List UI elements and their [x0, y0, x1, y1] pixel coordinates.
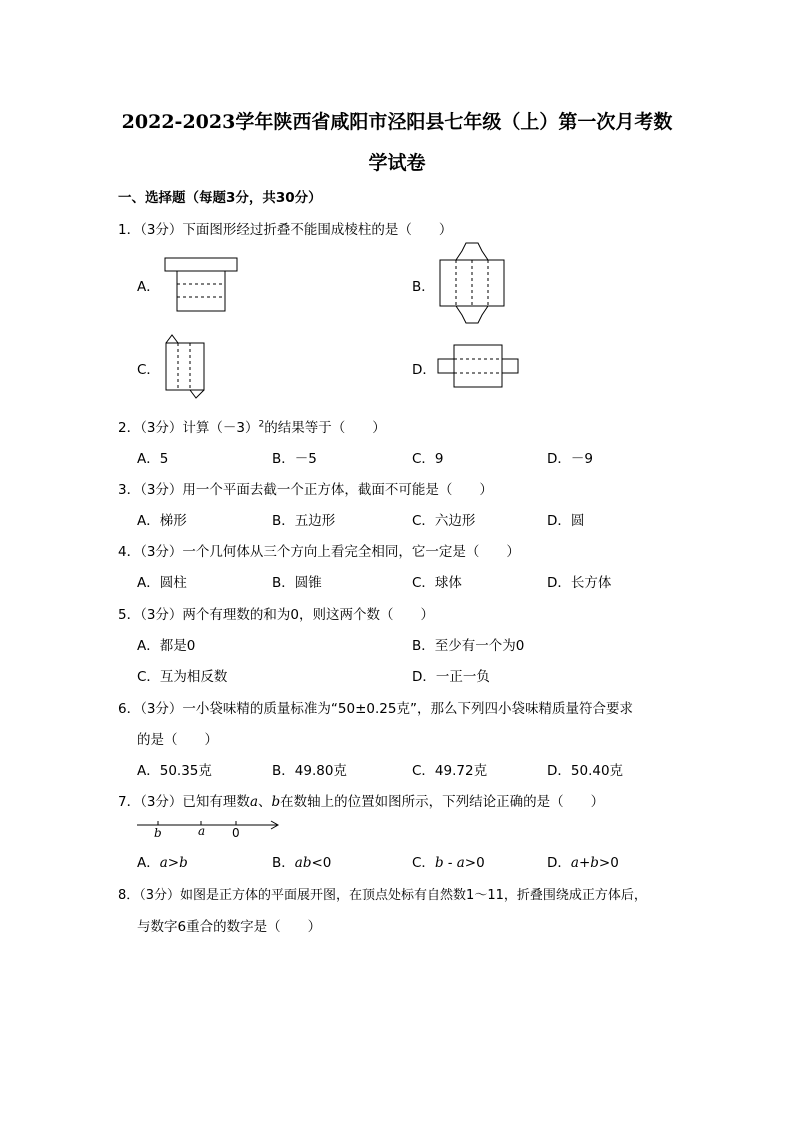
q5-option-d: D．一正一负 [412, 669, 490, 685]
q1-option-c-label: C． [137, 362, 160, 378]
question-2-stem-pre: 2．（3分）计算（－3） [118, 420, 259, 436]
q1-option-d-label: D． [412, 362, 436, 378]
q7-axis-label-b: b [154, 826, 162, 840]
question-3-stem: 3．（3分）用一个平面去截一个正方体，截面不可能是（ ） [118, 482, 493, 498]
q7-option-c [412, 851, 485, 871]
q7-option-b-prefix: B． [272, 855, 295, 871]
q6-option-c: C．49.72克 [412, 763, 488, 779]
q7-option-a-prefix: A． [137, 855, 160, 871]
q2-option-a: A．5 [137, 451, 169, 467]
question-1-stem: 1．（3分）下面图形经过折叠不能围成棱柱的是（ ） [118, 222, 453, 238]
question-4-stem: 4．（3分）一个几何体从三个方向上看完全相同，它一定是（ ） [118, 544, 520, 560]
q7-axis-label-a: a [198, 824, 206, 838]
q7-option-c-suffix: >0 [464, 855, 485, 871]
q7-option-a-expr: a>b [159, 855, 188, 871]
question-8-stem-line2: 与数字6重合的数字是（ ） [137, 919, 322, 935]
question-6-stem-line2: 的是（ ） [137, 732, 218, 748]
question-2-stem [118, 416, 386, 436]
q7-option-b [272, 851, 331, 871]
question-7-sep: 、 [258, 794, 272, 810]
q7-option-a [137, 851, 188, 871]
q4-option-c: C．球体 [412, 575, 462, 591]
q5-option-c: C．互为相反数 [137, 669, 228, 685]
question-6-stem-line1: 6．（3分）一小袋味精的质量标准为“50±0.25克”，那么下列四小袋味精质量符合要求 [118, 701, 633, 717]
q4-option-d: D．长方体 [547, 575, 612, 591]
q3-option-d: D．圆 [547, 513, 585, 529]
q2-option-d: D．－9 [547, 451, 593, 467]
q7-option-d [547, 851, 619, 871]
q4-option-b: B．圆锥 [272, 575, 322, 591]
q3-option-b: B．五边形 [272, 513, 336, 529]
q1-option-a-label: A． [137, 279, 160, 295]
question-7-stem [118, 790, 604, 810]
q7-option-d-expr: a+b [570, 855, 599, 871]
question-5-stem: 5．（3分）两个有理数的和为0，则这两个数（ ） [118, 607, 435, 623]
q7-option-c-prefix: C． [412, 855, 435, 871]
question-7-stem-b: 在数轴上的位置如图所示，下列结论正确的是（ ） [280, 794, 605, 810]
q4-option-a: A．圆柱 [137, 575, 187, 591]
q5-option-b: B．至少有一个为0 [412, 638, 525, 654]
q2-option-b: B．－5 [272, 451, 317, 467]
question-7-stem-a: 7．（3分）已知有理数 [118, 794, 250, 810]
q1-figure-a [160, 255, 240, 315]
q7-option-b-expr: ab [294, 855, 312, 871]
q1-figure-b [438, 243, 508, 325]
q7-option-d-suffix: >0 [598, 855, 619, 871]
question-8-stem-line1: 8．（3分）如图是正方体的平面展开图，在顶点处标有自然数1～11，折叠围绕成正方体后， [118, 888, 647, 903]
q1-figure-c [164, 333, 208, 401]
q6-option-a: A．50.35克 [137, 763, 212, 779]
exam-title-line1: 2022-2023学年陕西省咸阳市泾阳县七年级（上）第一次月考数 [121, 111, 673, 133]
q7-option-d-prefix: D． [547, 855, 571, 871]
q7-axis-label-zero: 0 [232, 826, 240, 840]
q5-option-a: A．都是0 [137, 638, 196, 654]
q1-option-b-label: B． [412, 279, 435, 295]
q1-figure-d [436, 342, 520, 392]
q6-option-d: D．50.40克 [547, 763, 624, 779]
question-7-var-a: a [249, 794, 258, 810]
q7-option-b-suffix: <0 [311, 855, 332, 871]
exam-title-line2: 学试卷 [368, 152, 426, 174]
question-7-var-b: b [271, 794, 281, 810]
q6-option-b: B．49.80克 [272, 763, 347, 779]
q3-option-a: A．梯形 [137, 513, 187, 529]
question-2-stem-post: 的结果等于（ ） [264, 420, 386, 436]
q7-option-c-expr: b - a [434, 855, 465, 871]
question-2-exponent: 2 [258, 419, 265, 430]
section-heading: 一、选择题（每题3分，共30分） [118, 190, 322, 206]
q2-option-c: C．9 [412, 451, 444, 467]
q3-option-c: C．六边形 [412, 513, 476, 529]
